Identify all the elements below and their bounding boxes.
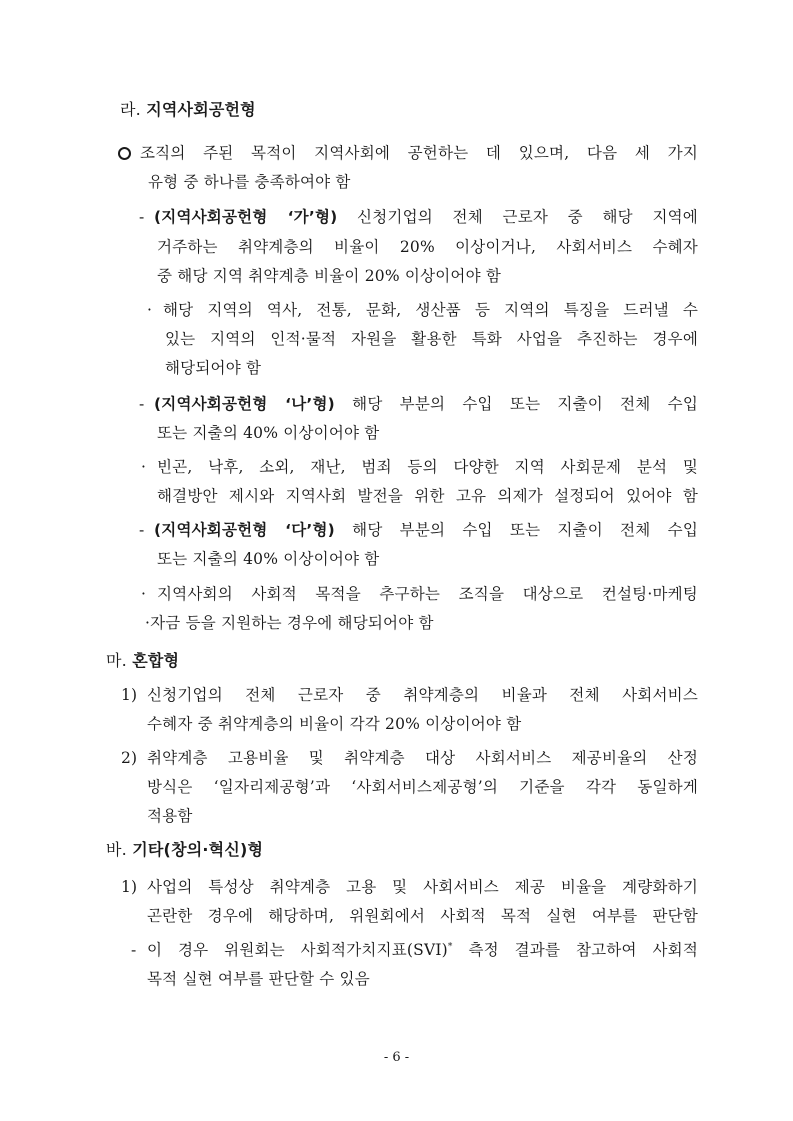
body-line: 수혜자 중 취약계층의 비율이 각각 20% 이상이어야 함 xyxy=(147,715,522,733)
middot-mark: · xyxy=(141,585,147,603)
body-line: 또는 지출의 40% 이상이어야 함 xyxy=(157,424,380,442)
body-line: 또는 지출의 40% 이상이어야 함 xyxy=(157,550,380,568)
dash-mark: - xyxy=(139,521,145,539)
section-title: 지역사회공헌형 xyxy=(146,100,256,119)
subsection-text: 해당 부분의 수입 또는 지출이 전체 수입 xyxy=(352,521,698,539)
subnote-text: 이 경우 위원회는 사회적가치지표(SVI) xyxy=(147,941,448,959)
subsection-label: (지역사회공헌형 ‘나’형) xyxy=(154,395,335,413)
body-line: 유형 중 하나를 충족하여야 함 xyxy=(148,173,351,191)
dash-mark: - xyxy=(139,395,145,413)
section-prefix: 라. xyxy=(120,100,141,119)
subsection-text: 신청기업의 전체 근로자 중 해당 지역에 xyxy=(357,208,698,226)
note-line: 해당 지역의 역사, 전통, 문화, 생산품 등 지역의 특징을 드러낼 수 xyxy=(163,301,698,319)
subsection-da-line xyxy=(154,520,698,540)
body-line: 사업의 특성상 취약계층 고용 및 사회서비스 제공 비율을 계량화하기 xyxy=(147,878,698,896)
section-heading-ba xyxy=(106,840,263,860)
item-number: 1) xyxy=(121,686,138,704)
subnote-line xyxy=(147,940,698,960)
body-line: 조직의 주된 목적이 지역사회에 공헌하는 데 있으며, 다음 세 가지 xyxy=(140,144,698,162)
body-line: 적용함 xyxy=(147,807,193,825)
subnote-text: 측정 결과를 참고하여 사회적 xyxy=(468,941,698,959)
section-heading-ma xyxy=(106,651,179,671)
section-title: 혼합형 xyxy=(132,651,180,670)
item-number: 2) xyxy=(121,749,138,767)
circle-bullet-icon xyxy=(118,147,131,160)
body-line: 거주하는 취약계층의 비율이 20% 이상이거나, 사회서비스 수혜자 xyxy=(157,238,698,256)
subsection-label: (지역사회공헌형 ‘다’형) xyxy=(154,521,335,539)
body-line: 목적 실현 여부를 판단할 수 있음 xyxy=(147,970,370,988)
note-line: 있는 지역의 인적·물적 자원을 활용한 특화 사업을 추진하는 경우에 xyxy=(165,330,698,348)
section-prefix: 바. xyxy=(106,840,127,859)
dash-mark: - xyxy=(131,941,137,959)
body-line: 취약계층 고용비율 및 취약계층 대상 사회서비스 제공비율의 산정 xyxy=(147,749,698,767)
note-line: 지역사회의 사회적 목적을 추구하는 조직을 대상으로 컨설팅·마케팅 xyxy=(157,585,698,603)
subsection-na-line xyxy=(154,394,698,414)
body-line: 방식은 ‘일자리제공형’과 ‘사회서비스제공형’의 기준을 각각 동일하게 xyxy=(147,778,698,796)
note-line: ·자금 등을 지원하는 경우에 해당되어야 함 xyxy=(145,614,434,632)
item-number: 1) xyxy=(121,878,138,896)
section-title: 기타(창의·혁신)형 xyxy=(132,840,264,859)
subsection-label: (지역사회공헌형 ‘가’형) xyxy=(154,208,338,226)
body-line: 곤란한 경우에 해당하며, 위원회에서 사회적 목적 실현 여부를 판단함 xyxy=(147,907,698,925)
subsection-text: 해당 부분의 수입 또는 지출이 전체 수입 xyxy=(352,395,698,413)
dash-mark: - xyxy=(139,208,145,226)
note-line: 해당되어야 함 xyxy=(165,359,262,377)
page-number: - 6 - xyxy=(383,1050,410,1065)
section-prefix: 마. xyxy=(106,651,127,670)
note-line: 빈곤, 낙후, 소외, 재난, 범죄 등의 다양한 지역 사회문제 분석 및 xyxy=(157,458,698,476)
section-heading-ra xyxy=(120,100,256,120)
middot-mark: · xyxy=(141,458,147,476)
middot-mark: · xyxy=(147,301,153,319)
footnote-marker: * xyxy=(447,941,453,952)
body-line: 중 해당 지역 취약계층 비율이 20% 이상이어야 함 xyxy=(157,267,502,285)
subsection-ga-line xyxy=(154,207,698,227)
note-line: 해결방안 제시와 지역사회 발전을 위한 고유 의제가 설정되어 있어야 함 xyxy=(157,487,698,505)
body-line: 신청기업의 전체 근로자 중 취약계층의 비율과 전체 사회서비스 xyxy=(147,686,698,704)
